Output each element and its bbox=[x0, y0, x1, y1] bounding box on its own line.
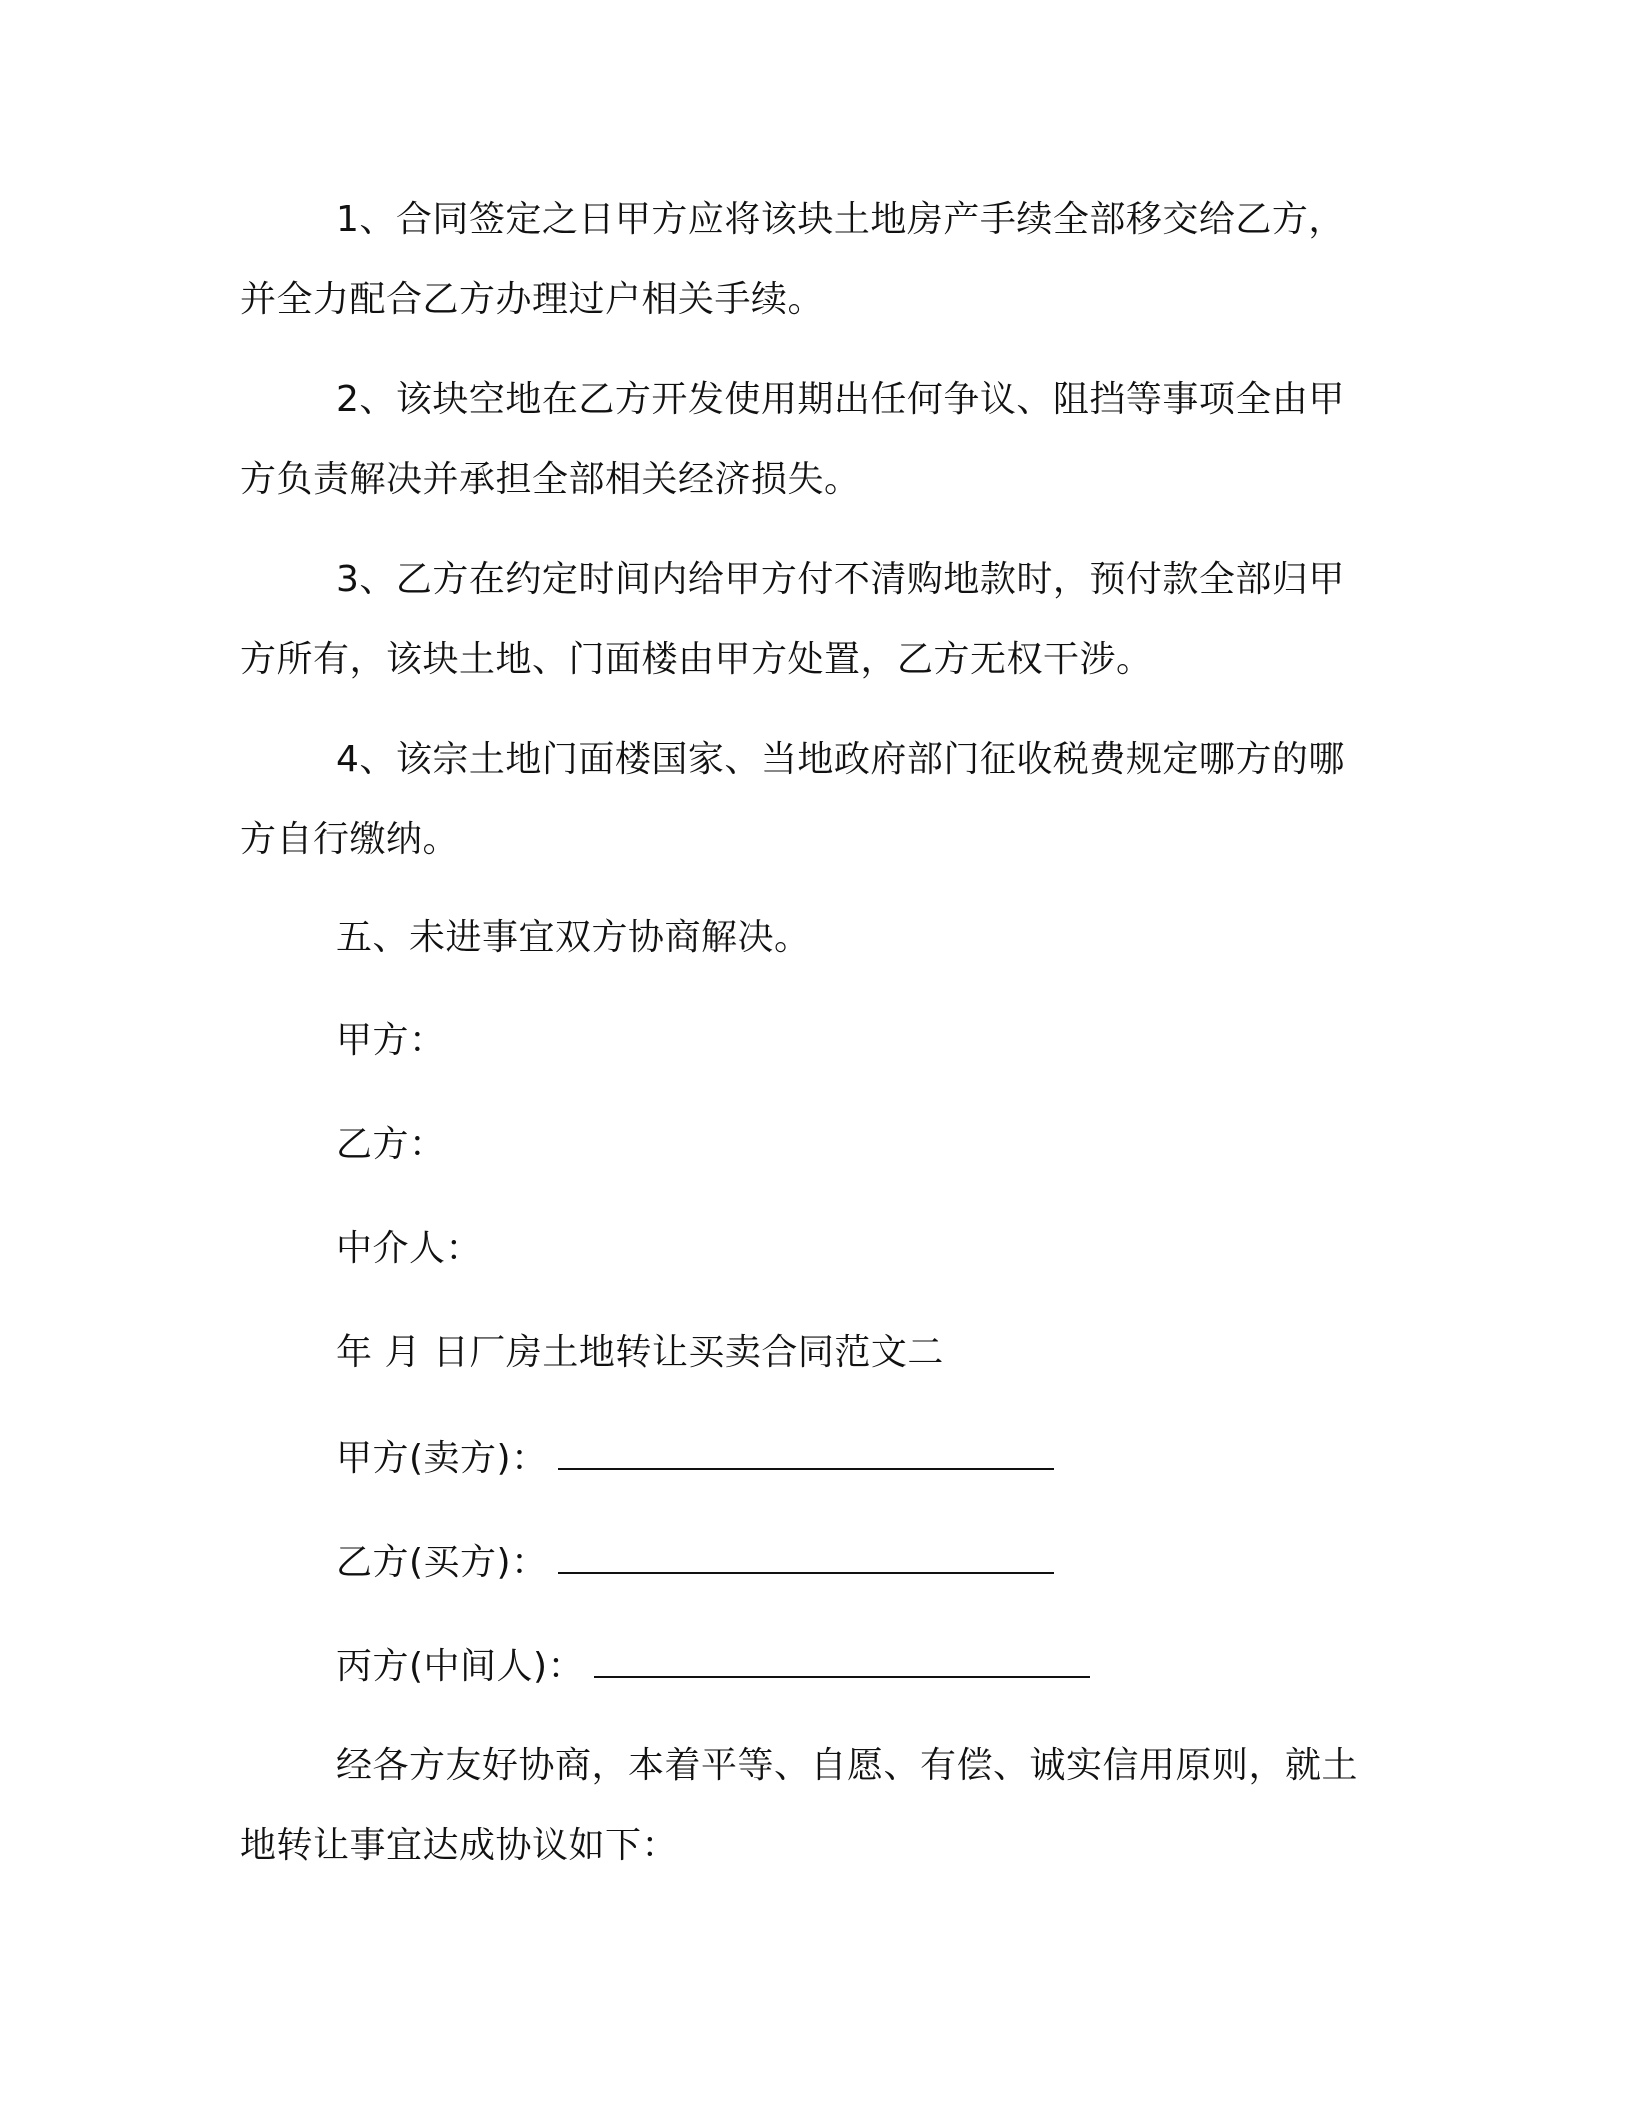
clause-2-line-2: 方负责解决并承担全部相关经济损失。 bbox=[240, 459, 861, 500]
preamble-line-2: 地转让事宜达成协议如下： bbox=[240, 1825, 679, 1866]
clause-3 bbox=[240, 540, 1390, 700]
middleman-label: 丙方(中间人)： bbox=[336, 1646, 585, 1687]
clause-4-line-2: 方自行缴纳。 bbox=[240, 819, 460, 860]
clause-3-line-1: 3、乙方在约定时间内给甲方付不清购地款时，预付款全部归甲 bbox=[336, 559, 1345, 600]
seller-blank bbox=[558, 1432, 1054, 1470]
middleman-line bbox=[336, 1640, 1090, 1692]
seller-label: 甲方(卖方)： bbox=[336, 1438, 548, 1479]
buyer-label: 乙方(买方)： bbox=[336, 1542, 548, 1583]
seller-line bbox=[336, 1432, 1054, 1484]
clause-2-line-1: 2、该块空地在乙方开发使用期出任何争议、阻挡等事项全由甲 bbox=[336, 379, 1345, 420]
buyer-line bbox=[336, 1536, 1054, 1588]
preamble bbox=[240, 1726, 1390, 1886]
clause-3-line-2: 方所有，该块土地、门面楼由甲方处置，乙方无权干涉。 bbox=[240, 639, 1153, 680]
preamble-line-1: 经各方友好协商，本着平等、自愿、有偿、诚实信用原则，就土 bbox=[336, 1745, 1359, 1786]
clause-1-line-1: 1、合同签定之日甲方应将该块土地房产手续全部移交给乙方， bbox=[336, 199, 1345, 240]
party-b-label: 乙方： bbox=[336, 1124, 446, 1165]
party-a-label: 甲方： bbox=[336, 1020, 446, 1061]
intermediary-label: 中介人： bbox=[336, 1228, 483, 1269]
clause-1-line-2: 并全力配合乙方办理过户相关手续。 bbox=[240, 279, 825, 320]
clause-1 bbox=[240, 180, 1390, 340]
clause-4-line-1: 4、该宗土地门面楼国家、当地政府部门征收税费规定哪方的哪 bbox=[336, 739, 1345, 780]
contract-title: 年 月 日厂房土地转让买卖合同范文二 bbox=[336, 1332, 944, 1373]
buyer-blank bbox=[558, 1536, 1054, 1574]
middleman-blank bbox=[594, 1640, 1090, 1678]
clause-2 bbox=[240, 360, 1390, 520]
section-five: 五、未进事宜双方协商解决。 bbox=[336, 917, 811, 958]
clause-4 bbox=[240, 720, 1390, 880]
